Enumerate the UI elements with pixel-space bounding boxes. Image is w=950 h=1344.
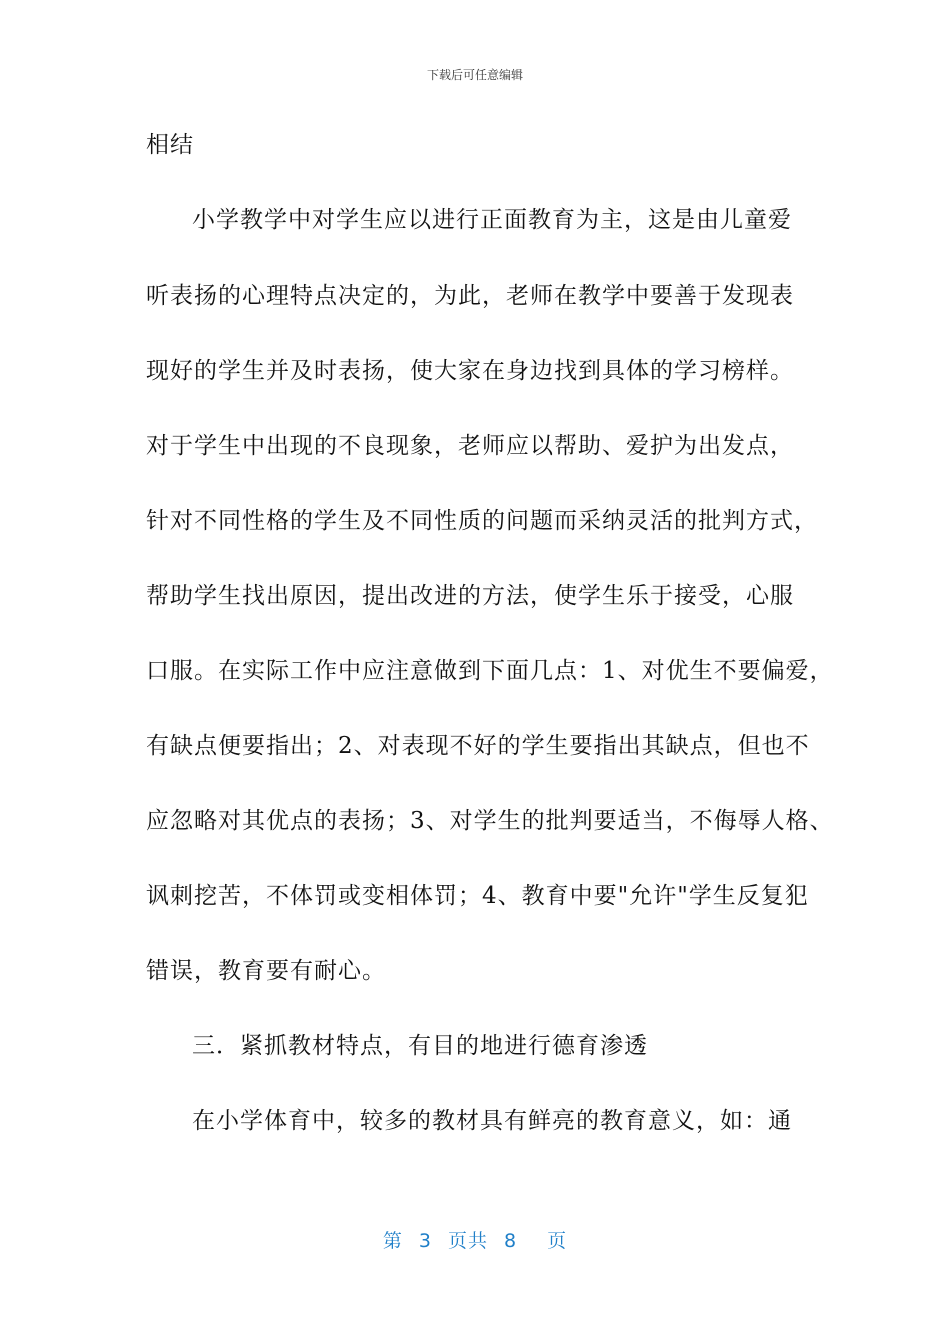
footer-page-of-label: 页共 <box>447 1230 488 1252</box>
text-line: 针对不同性格的学生及不同性质的问题而采纳灵活的批判方式， <box>146 508 818 534</box>
text-line: 对于学生中出现的不良现象，老师应以帮助、爱护为出发点， <box>146 433 794 459</box>
text-line: 错误，教育要有耐心。 <box>146 958 386 984</box>
text-line: 在小学体育中，较多的教材具有鲜亮的教育意义，如：通 <box>192 1108 792 1134</box>
footer-total-pages: 8 <box>504 1230 518 1252</box>
text-line: 现好的学生并及时表扬，使大家在身边找到具体的学习榜样。 <box>146 358 794 384</box>
text-line: 应忽略对其优点的表扬；3、对学生的批判要适当，不侮辱人格、 <box>146 808 834 834</box>
page-footer <box>0 1226 950 1253</box>
text-line: 有缺点便要指出；2、对表现不好的学生要指出其缺点，但也不 <box>146 733 810 759</box>
text-line: 口服。在实际工作中应注意做到下面几点：1、对优生不要偏爱， <box>146 658 834 684</box>
text-line: 帮助学生找出原因，提出改进的方法，使学生乐于接受，心服 <box>146 583 794 609</box>
text-line: 小学教学中对学生应以进行正面教育为主，这是由儿童爱 <box>192 207 792 233</box>
text-line: 听表扬的心理特点决定的，为此，老师在教学中要善于发现表 <box>146 283 794 309</box>
footer-page-end-label: 页 <box>547 1230 568 1252</box>
section-heading: 三．紧抓教材特点，有目的地进行德育渗透 <box>192 1033 648 1059</box>
text-line: 相结 <box>146 132 194 158</box>
text-line: 讽刺挖苦，不体罚或变相体罚；4、教育中要"允许"学生反复犯 <box>146 883 809 909</box>
footer-current-page: 3 <box>418 1230 432 1252</box>
page-header: 下载后可任意编辑 <box>426 68 523 82</box>
footer-page-label: 第 <box>382 1230 403 1252</box>
